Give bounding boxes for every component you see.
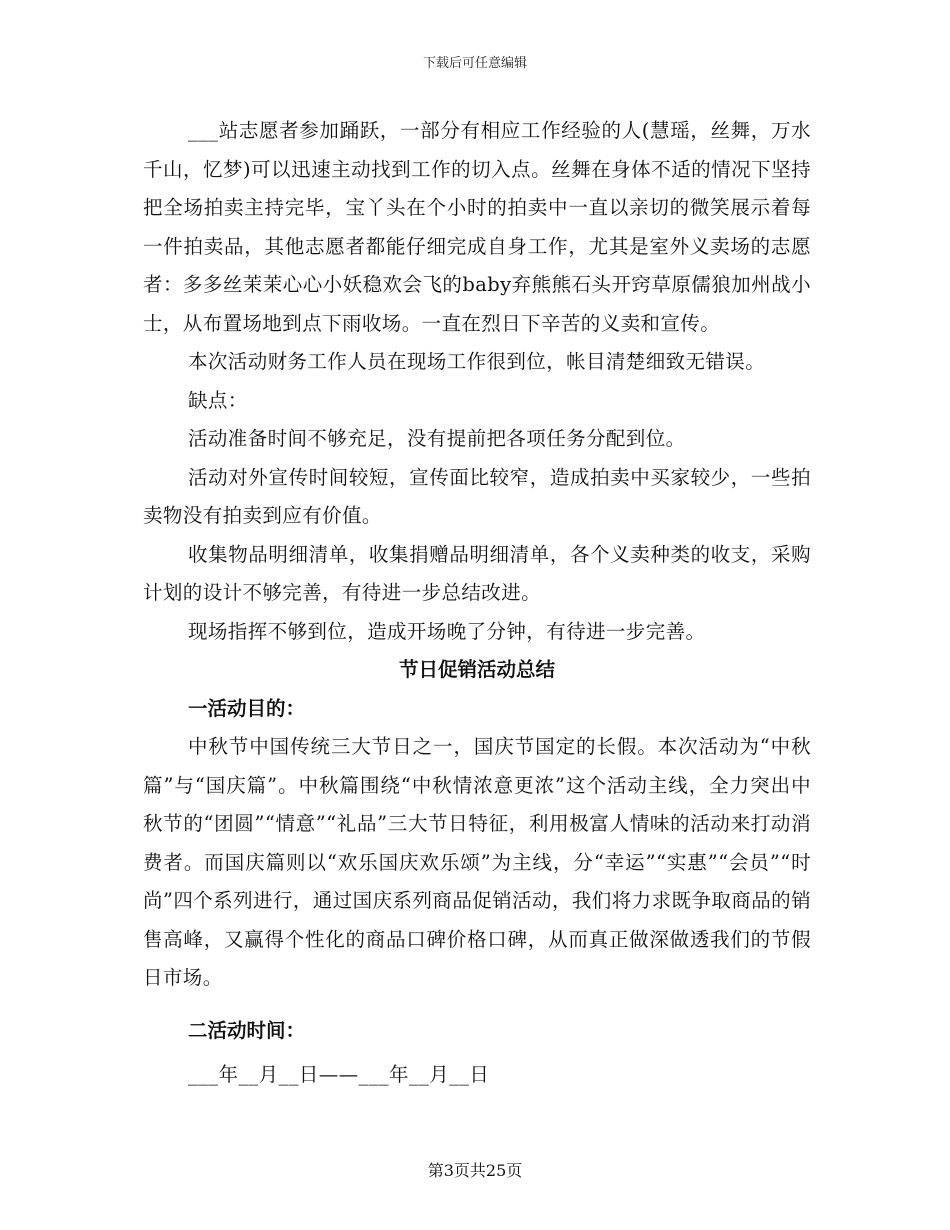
paragraph-time-line: ___年__月__日——___年__月__日 [188,1063,490,1086]
paragraph-on-site-command: 现场指挥不够到位，造成开场晚了分钟，有待进一步完善。 [188,619,706,643]
paragraph-volunteers: ___站志愿者参加踊跃，一部分有相应工作经验的人(慧瑶，丝舞，万水千山，忆梦)可以迅速主动找到工作的切入点。丝舞在身体不适的情况下坚持把全场拍卖主持完毕，宝丫头在个小时的拍卖中一直以亲切的微笑展示着每一件拍卖品，其他志愿者都能仔细完成自身工作，尤其是室外义卖场的志愿者：多多丝茉茉心心小妖稳欢会飞的baby弃熊熊石头开窍草原儒狼加州战小士，从布置场地到点下雨收场。一直在烈日下辛苦的义卖和宣传。 [143,119,811,335]
paragraph-publicity: 活动对外宣传时间较短，宣传面比较窄，造成拍卖中买家较少，一些拍卖物没有拍卖到应有价值。 [143,465,811,527]
paragraph-purpose: 中秋节中国传统三大节日之一，国庆节国定的长假。本次活动为“中秋篇”与“国庆篇”。中秋篇围绕“中秋情浓意更浓”这个活动主线，全力突出中秋节的“团圆”“情意”“礼品”三大节日特征，利用极富人情味的活动来打动消费者。而国庆篇则以“欢乐国庆欢乐颂”为主线，分“幸运”“实惠”“会员”“时尚”四个系列进行，通过国庆系列商品促销活动，我们将力求既争取商品的销售高峰，又赢得个性化的商品口碑价格口碑，从而真正做深做透我们的节假日市场。 [143,735,811,989]
section-heading-time: 二活动时间： [188,1018,306,1042]
page-number: 第3页共25页 [427,1161,523,1180]
paragraph-preparation: 活动准备时间不够充足，没有提前把各项任务分配到位。 [188,427,686,450]
paragraph-finance: 本次活动财务工作人员在现场工作很到位，帐目清楚细致无错误。 [188,350,766,373]
paragraph-shortcomings-label: 缺点： [188,388,248,412]
page-header-note: 下载后可任意编辑 [422,56,527,71]
paragraph-item-lists: 收集物品明细清单，收集捐赠品明细清单，各个义卖种类的收支，采购计划的设计不够完善，有待进一步总结改进。 [143,542,811,604]
section-heading-purpose: 一活动目的： [188,696,306,720]
document-body [143,112,811,1095]
section-title: 节日促销活动总结 [398,658,555,681]
